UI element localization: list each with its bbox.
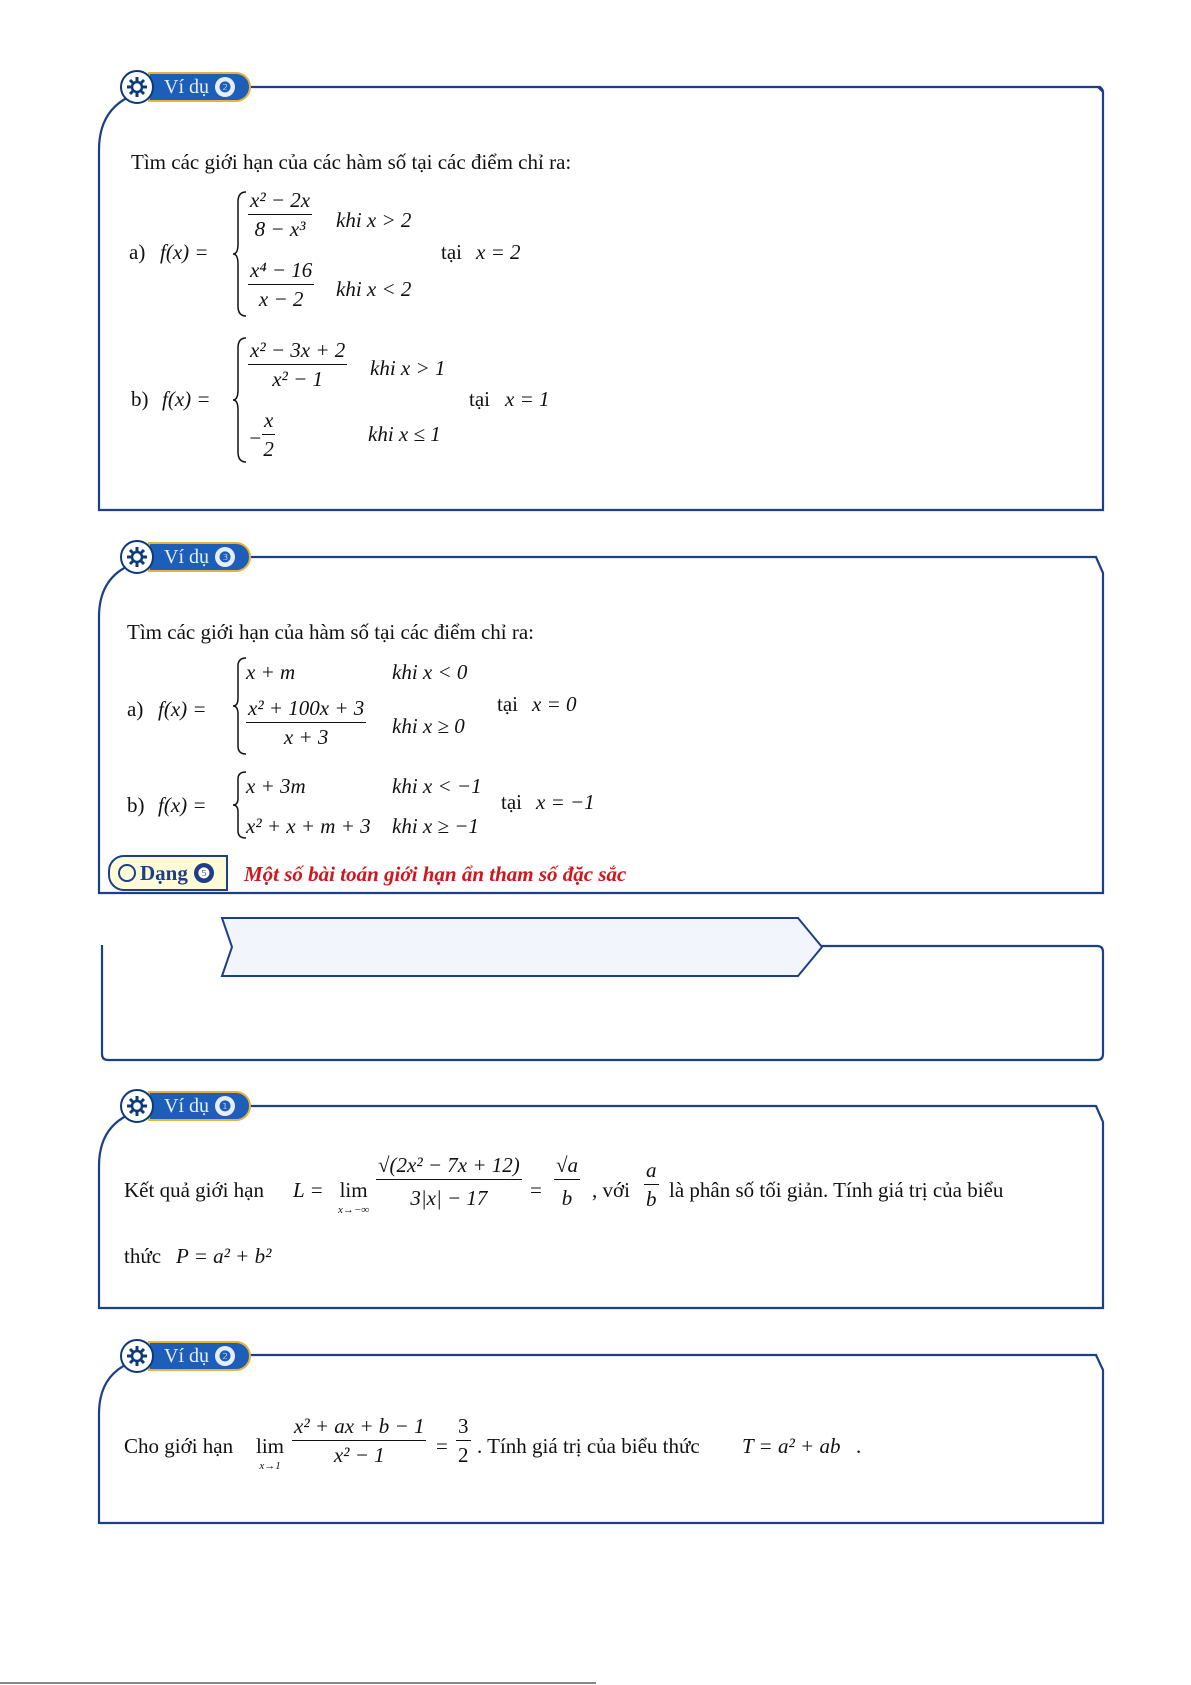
limit-point: x = 1 xyxy=(505,387,550,411)
piece-condition: khi x ≤ 1 xyxy=(368,422,441,446)
piece-fraction xyxy=(262,410,275,460)
limit-name: L = xyxy=(293,1178,324,1202)
numerator: x² − 3x + 2 xyxy=(248,340,347,365)
gear-icon xyxy=(120,1089,154,1123)
limit-point: x = 2 xyxy=(476,240,521,264)
equals-sign: = xyxy=(436,1434,448,1458)
section-number: ❺ xyxy=(194,863,214,883)
part-label: a) xyxy=(127,697,144,721)
example-label: Ví dụ ❷ xyxy=(148,1341,251,1371)
at-word: tại xyxy=(501,790,522,814)
gear-icon xyxy=(120,1339,154,1373)
section-label: Dạng ❺ xyxy=(108,855,228,891)
problem-text: Cho giới hạn xyxy=(124,1434,234,1458)
piece-fraction xyxy=(248,260,314,310)
example-badge xyxy=(120,1339,251,1373)
denominator: b xyxy=(561,1186,573,1210)
problem-text: , với xyxy=(592,1178,630,1202)
ab-fraction xyxy=(644,1160,659,1210)
denominator: 8 − x³ xyxy=(254,217,306,241)
example-number: ❸ xyxy=(215,547,235,567)
piece-condition: khi x > 1 xyxy=(370,356,446,380)
part-label: a) xyxy=(129,240,146,264)
at-word: tại xyxy=(469,387,490,411)
at-word: tại xyxy=(497,692,518,716)
problem-intro: Tìm các giới hạn của các hàm số tại các điểm chỉ ra: xyxy=(131,150,572,174)
at-word: tại xyxy=(441,240,462,264)
part-label: b) xyxy=(131,387,149,411)
section-badge xyxy=(108,855,228,891)
piece-condition: khi x > 2 xyxy=(336,208,412,232)
problem-text: là phân số tối giản. Tính giá trị của biểu xyxy=(669,1178,1004,1202)
numerator: x² + 100x + 3 xyxy=(246,698,366,723)
lim-operator: lim x→1 xyxy=(256,1434,285,1472)
limit-point: x = −1 xyxy=(536,790,595,814)
piece-condition: khi x < 0 xyxy=(392,660,468,684)
piece-condition: khi x < −1 xyxy=(392,774,482,798)
piece-expression: x + m xyxy=(246,660,296,684)
period: . xyxy=(856,1434,862,1458)
equals-sign: = xyxy=(530,1178,542,1202)
numerator: √a xyxy=(554,1155,580,1180)
example-badge xyxy=(120,1089,251,1123)
gear-icon xyxy=(120,540,154,574)
problem-text: Kết quả giới hạn xyxy=(124,1178,264,1202)
section-title: Một số bài toán giới hạn ẩn tham số đặc sắc xyxy=(244,862,627,886)
denominator: x² − 1 xyxy=(333,1443,385,1467)
numerator: x xyxy=(262,410,275,435)
expression-T: T = a² + ab xyxy=(742,1434,841,1458)
piece-fraction xyxy=(248,190,312,240)
piece-condition: khi x ≥ −1 xyxy=(392,814,479,838)
numerator: x² + ax + b − 1 xyxy=(292,1416,426,1441)
denominator: 2 xyxy=(458,1443,469,1467)
piece-sign: − xyxy=(248,426,263,450)
denominator: b xyxy=(646,1187,657,1211)
problem-text: thức xyxy=(124,1244,162,1268)
denominator: 2 xyxy=(263,437,274,461)
brace xyxy=(232,336,248,464)
denominator: x − 2 xyxy=(258,287,304,311)
denominator: 3|x| − 17 xyxy=(410,1186,488,1210)
piece-condition: khi x ≥ 0 xyxy=(392,714,465,738)
example-number: ❷ xyxy=(215,77,235,97)
numerator: 3 xyxy=(456,1416,471,1441)
example-badge xyxy=(120,540,251,574)
problem-intro: Tìm các giới hạn của hàm số tại các điểm chỉ ra: xyxy=(127,620,535,644)
example-number: ❶ xyxy=(215,1096,235,1116)
lim-operator: lim x→−∞ xyxy=(338,1178,370,1216)
piece-expression: x² + x + m + 3 xyxy=(246,814,371,838)
denominator: x² − 1 xyxy=(272,367,324,391)
limit-fraction xyxy=(292,1416,426,1466)
problem-text: . Tính giá trị của biểu thức xyxy=(477,1434,700,1458)
result-fraction xyxy=(554,1155,580,1209)
piece-expression: x + 3m xyxy=(246,774,306,798)
example-badge xyxy=(120,70,251,104)
brace xyxy=(232,190,248,318)
gear-icon xyxy=(120,70,154,104)
piece-fraction xyxy=(248,340,347,390)
function-name: f(x) = xyxy=(160,240,209,264)
numerator: x² − 2x xyxy=(248,190,312,215)
result-fraction xyxy=(456,1416,471,1466)
example-label: Ví dụ ❷ xyxy=(148,72,251,102)
function-name: f(x) = xyxy=(158,793,207,817)
limit-fraction xyxy=(376,1155,522,1209)
example-label: Ví dụ ❸ xyxy=(148,542,251,572)
piece-condition: khi x < 2 xyxy=(336,277,412,301)
circle-icon xyxy=(118,864,136,882)
piece-fraction xyxy=(246,698,366,748)
part-label: b) xyxy=(127,793,145,817)
expression-P: P = a² + b² xyxy=(176,1244,272,1268)
numerator: x⁴ − 16 xyxy=(248,260,314,285)
function-name: f(x) = xyxy=(158,697,207,721)
denominator: x + 3 xyxy=(283,725,329,749)
function-name: f(x) = xyxy=(162,387,211,411)
limit-point: x = 0 xyxy=(532,692,577,716)
numerator: a xyxy=(644,1160,659,1185)
example-number: ❷ xyxy=(215,1346,235,1366)
numerator: √(2x² − 7x + 12) xyxy=(376,1155,522,1180)
example-label: Ví dụ ❶ xyxy=(148,1091,251,1121)
